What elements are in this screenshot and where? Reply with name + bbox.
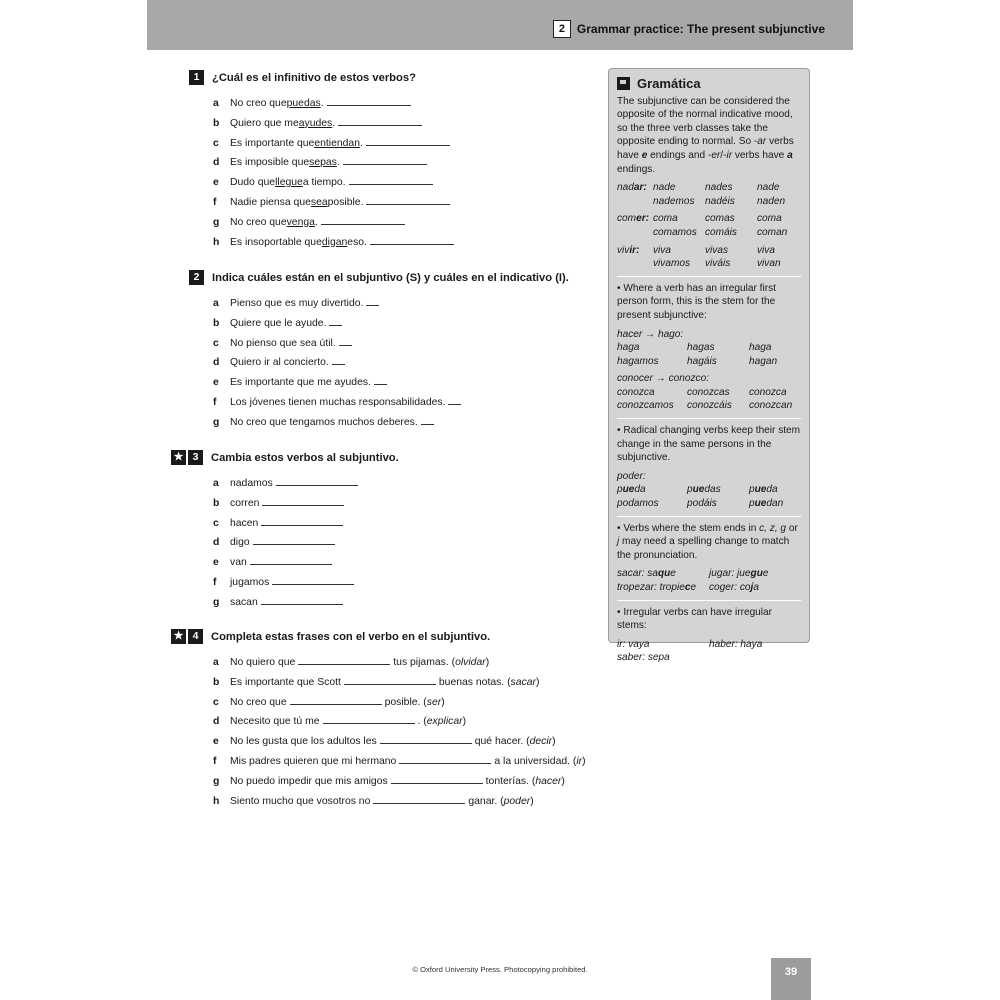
underlined-verb: puedas	[286, 98, 321, 109]
answer-blank[interactable]	[261, 595, 343, 605]
item-text-start: No creo que	[230, 216, 287, 228]
divider	[617, 418, 801, 419]
exercise-4-item	[213, 734, 556, 747]
answer-blank[interactable]	[261, 516, 343, 526]
exercise-1-item	[213, 155, 430, 168]
item-text-start: Nadie piensa que	[230, 197, 311, 208]
exercise-2-item	[213, 395, 464, 408]
item-text-end: a la universidad. (	[494, 756, 577, 767]
item-letter: a	[213, 478, 219, 489]
answer-blank[interactable]	[339, 336, 352, 346]
item-text-end: .	[320, 98, 324, 109]
item-text-start: Mis padres quieren que mi hermano	[230, 756, 397, 767]
exercise-4-item	[213, 714, 466, 727]
exercise-3-instruction: Cambia estos verbos al subjuntivo.	[211, 451, 399, 464]
exercise-1-item	[213, 195, 453, 208]
exercise-4-heading	[171, 629, 490, 644]
exercise-2-item	[213, 316, 345, 329]
item-text-end: .	[314, 216, 318, 228]
item-letter: g	[213, 216, 220, 228]
item-text-end: buenas notas. (	[438, 676, 511, 688]
item-text: sacan	[230, 596, 258, 608]
exercise-1-heading	[189, 70, 416, 85]
grammar-heading	[617, 77, 801, 91]
item-text-start: No creo que	[230, 98, 287, 109]
unit-number: 2	[553, 20, 571, 38]
exercise-3-item	[213, 496, 347, 509]
item-letter: c	[213, 696, 219, 708]
item-close: )	[485, 657, 490, 668]
answer-blank[interactable]	[276, 476, 358, 486]
item-letter: b	[213, 676, 220, 688]
underlined-verb: entiendan	[314, 137, 360, 149]
answer-blank[interactable]	[344, 675, 436, 685]
item-text-end: ganar. (	[468, 795, 504, 807]
answer-blank[interactable]	[272, 575, 354, 585]
exercise-3-number: 3	[188, 450, 203, 465]
item-text-end: qué hacer. (	[474, 736, 530, 748]
exercise-4-number: 4	[188, 629, 203, 644]
item-text: van	[230, 557, 247, 569]
item-letter: d	[213, 716, 220, 728]
irregular-first-person-note: • Where a verb has an irregular first person form, this is the stem for the present subjunctive:	[617, 282, 776, 321]
verb-hint: olvidar	[455, 657, 486, 668]
item-close: )	[535, 676, 540, 688]
answer-blank[interactable]	[391, 774, 483, 784]
grammar-intro: The subjunctive can be considered the opposite of the normal indicative mood, so the three verb classes take the opposite ending to normal. So -ar verbs have e endings and -er/-ir verbs have a endings.	[617, 95, 794, 175]
answer-blank[interactable]	[332, 355, 345, 365]
answer-blank[interactable]	[262, 496, 344, 506]
item-text: jugamos	[230, 577, 270, 588]
exercise-1-number: 1	[189, 70, 204, 85]
item-text: corren	[230, 497, 260, 509]
item-text-start: Siento mucho que vosotros no	[230, 795, 371, 807]
exercise-1-item	[213, 96, 414, 109]
hacer-heading: hacer → hago:	[617, 328, 684, 340]
underlined-verb: sepas	[309, 157, 337, 169]
exercise-3-item	[213, 595, 346, 608]
exercise-2-instruction: Indica cuáles están en el subjuntivo (S) y cuáles en el indicativo (I).	[212, 271, 569, 284]
conjugation-poder: pueda puedas pueda podamos podáis puedan	[617, 484, 784, 510]
item-text-end: posible.	[327, 197, 364, 208]
verb-hint: poder	[503, 795, 531, 807]
header-title-group	[553, 20, 825, 38]
answer-blank[interactable]	[421, 415, 434, 425]
exercise-3-item	[213, 575, 357, 588]
item-close: )	[441, 696, 445, 708]
exercise-4-instruction: Completa estas frases con el verbo en el subjuntivo.	[211, 630, 491, 643]
item-letter: a	[213, 657, 219, 668]
exercise-2-item	[213, 375, 390, 388]
conjugation-hacer: haga hagas haga hagamos hagáis hagan	[617, 342, 778, 367]
exercise-2-item	[213, 296, 382, 309]
item-letter: a	[213, 298, 219, 309]
item-letter: e	[213, 557, 219, 569]
item-text-start: No puedo impedir que mis amigos	[230, 775, 388, 787]
item-text-start: Es imposible que	[230, 157, 310, 169]
item-letter: e	[213, 377, 219, 389]
item-letter: g	[213, 416, 220, 428]
grammar-title: Gramática	[637, 76, 701, 91]
item-letter: d	[213, 157, 220, 169]
star-icon: ★	[171, 629, 186, 644]
item-letter: d	[213, 537, 220, 549]
item-text-start: Es insoportable que	[230, 236, 322, 248]
item-text-end: .	[332, 117, 336, 129]
answer-blank[interactable]	[373, 794, 465, 804]
item-letter: c	[213, 337, 219, 349]
exercise-3-item	[213, 555, 335, 568]
exercise-2-heading	[189, 270, 569, 285]
item-letter: g	[213, 596, 220, 608]
exercise-3-item	[213, 516, 346, 529]
item-text: Pienso que es muy divertido.	[230, 298, 364, 309]
item-text-start: Necesito que tú me	[230, 716, 320, 728]
grammar-sidebar	[608, 68, 810, 664]
exercise-2-item	[213, 336, 355, 349]
divider	[617, 276, 801, 277]
item-letter: f	[213, 577, 217, 588]
item-letter: f	[213, 756, 217, 767]
exercise-3-heading	[171, 450, 399, 465]
unit-title: Grammar practice: The present subjunctive	[576, 22, 825, 36]
exercise-3-item	[213, 476, 361, 489]
item-text: No creo que tengamos muchos deberes.	[230, 416, 418, 428]
divider	[617, 600, 801, 601]
item-close: )	[582, 756, 586, 767]
item-letter: f	[213, 397, 217, 408]
item-letter: e	[213, 736, 219, 748]
item-close: )	[552, 736, 556, 748]
answer-blank[interactable]	[370, 235, 454, 245]
answer-blank[interactable]	[250, 555, 332, 565]
exercise-4-item	[213, 754, 586, 767]
exercise-4-item	[213, 655, 489, 668]
conjugation-nadar: nadar: nade nades nade nademos nadéis naden	[617, 182, 786, 207]
item-text-start: Dudo que	[230, 177, 276, 189]
item-text-start: Quiero que me	[230, 117, 299, 129]
exercise-4-item	[213, 675, 539, 688]
item-letter: b	[213, 497, 220, 509]
poder-heading: poder:	[617, 470, 646, 482]
exercise-4-item	[213, 794, 534, 807]
answer-blank[interactable]	[323, 714, 415, 724]
item-text: Es importante que me ayudes.	[230, 377, 371, 389]
exercise-1-item	[213, 116, 425, 129]
conjugation-conocer: conozca conozcas conozca conozcamos conozcáis conozcan	[617, 386, 793, 412]
item-text: Los jóvenes tienen muchas responsabilidades.	[230, 397, 446, 408]
verb-hint: explicar	[426, 716, 463, 728]
item-text-end: tonterías. (	[485, 775, 536, 787]
item-text: Quiero ir al concierto.	[230, 357, 329, 369]
answer-blank[interactable]	[448, 395, 461, 405]
answer-blank[interactable]	[321, 215, 405, 225]
answer-blank[interactable]	[290, 695, 382, 705]
exercise-2-item	[213, 355, 348, 368]
item-text: Quiere que le ayude.	[230, 317, 327, 329]
answer-blank[interactable]	[399, 754, 491, 764]
exercise-1-item	[213, 136, 453, 149]
item-letter: g	[213, 775, 220, 787]
radical-changing-note: • Radical changing verbs keep their stem change in the same persons in the subjunctive.	[617, 425, 801, 464]
answer-blank[interactable]	[298, 655, 390, 665]
item-text-start: No quiero que	[230, 657, 296, 668]
item-close: )	[561, 775, 565, 787]
conjugation-comer: comer: coma comas coma comamos comáis coman	[617, 213, 788, 238]
page-number: 39	[771, 958, 811, 1000]
item-text-start: No les gusta que los adultos les	[230, 736, 377, 748]
divider	[617, 516, 801, 517]
irregular-stems-note: • Irregular verbs can have irregular stems:	[617, 606, 773, 632]
underlined-verb: digan	[321, 236, 348, 248]
answer-blank[interactable]	[366, 296, 379, 306]
item-letter: c	[213, 517, 219, 529]
item-text-end: tus pijamas. (	[393, 657, 456, 668]
item-text-end: a tiempo.	[302, 177, 346, 189]
grammar-icon	[617, 77, 630, 90]
verb-hint: sacar	[510, 676, 536, 688]
conjugation-vivir: vivir: viva vivas viva vivamos viváis vivan	[617, 244, 781, 270]
answer-blank[interactable]	[349, 175, 433, 185]
exercise-2-item	[213, 415, 437, 428]
answer-blank[interactable]	[366, 136, 450, 146]
exercise-3-item	[213, 535, 338, 548]
item-letter: f	[213, 197, 217, 208]
exercise-2-number: 2	[189, 270, 204, 285]
item-text-start: Es importante que	[230, 137, 315, 149]
answer-blank[interactable]	[380, 734, 472, 744]
item-close: )	[462, 716, 467, 728]
item-letter: a	[213, 98, 219, 109]
answer-blank[interactable]	[374, 375, 387, 385]
item-text: digo	[230, 537, 250, 549]
answer-blank[interactable]	[253, 535, 335, 545]
item-text: hacen	[230, 517, 259, 529]
item-text-end: eso.	[347, 236, 367, 248]
item-letter: b	[213, 317, 220, 329]
item-letter: d	[213, 357, 220, 369]
item-text-end: .	[359, 137, 363, 149]
item-letter: h	[213, 236, 220, 248]
conocer-heading: conocer → conozco:	[617, 373, 710, 385]
item-letter: h	[213, 795, 220, 807]
exercise-1-item	[213, 175, 436, 188]
underlined-verb: venga	[286, 216, 315, 228]
exercise-1-item	[213, 235, 457, 248]
exercise-1-item	[213, 215, 408, 228]
verb-hint: ir	[576, 756, 583, 767]
item-text-start: Es importante que Scott	[230, 676, 341, 688]
exercise-1-instruction: ¿Cuál es el infinitivo de estos verbos?	[212, 71, 416, 84]
item-text-start: No creo que	[230, 696, 287, 708]
answer-blank[interactable]	[338, 116, 422, 126]
item-letter: e	[213, 177, 219, 189]
item-text-end: . (	[417, 716, 427, 728]
verb-hint: ser	[426, 696, 442, 708]
answer-blank[interactable]	[327, 96, 411, 106]
exercise-4-item	[213, 774, 565, 787]
underlined-verb: sea	[310, 197, 328, 208]
star-icon: ★	[171, 450, 186, 465]
spelling-change-examples: sacar: saque jugar: juegue tropezar: tropiece coger: coja	[617, 568, 769, 593]
answer-blank[interactable]	[329, 316, 342, 326]
verb-hint: hacer	[535, 775, 562, 787]
spelling-change-note: • Verbs where the stem ends in c, z, g or j may need a spelling change to match the pronunciation.	[617, 522, 798, 561]
verb-hint: decir	[529, 736, 553, 748]
item-text-end: posible. (	[384, 696, 427, 708]
item-letter: b	[213, 117, 220, 129]
answer-blank[interactable]	[343, 155, 427, 165]
item-text: No pienso que sea útil.	[230, 337, 336, 349]
answer-blank[interactable]	[366, 195, 450, 205]
item-close: )	[530, 795, 534, 807]
irregular-stems-examples: ir: vaya haber: haya saber: sepa	[617, 638, 763, 664]
underlined-verb: ayudes	[298, 117, 333, 129]
item-text: nadamos	[230, 478, 273, 489]
item-text-end: .	[336, 157, 340, 169]
copyright-footer: © Oxford University Press. Photocopying prohibited.	[412, 965, 588, 974]
exercise-4-item	[213, 695, 445, 708]
underlined-verb: llegue	[275, 177, 303, 189]
page-header	[147, 0, 853, 50]
item-letter: c	[213, 137, 219, 149]
